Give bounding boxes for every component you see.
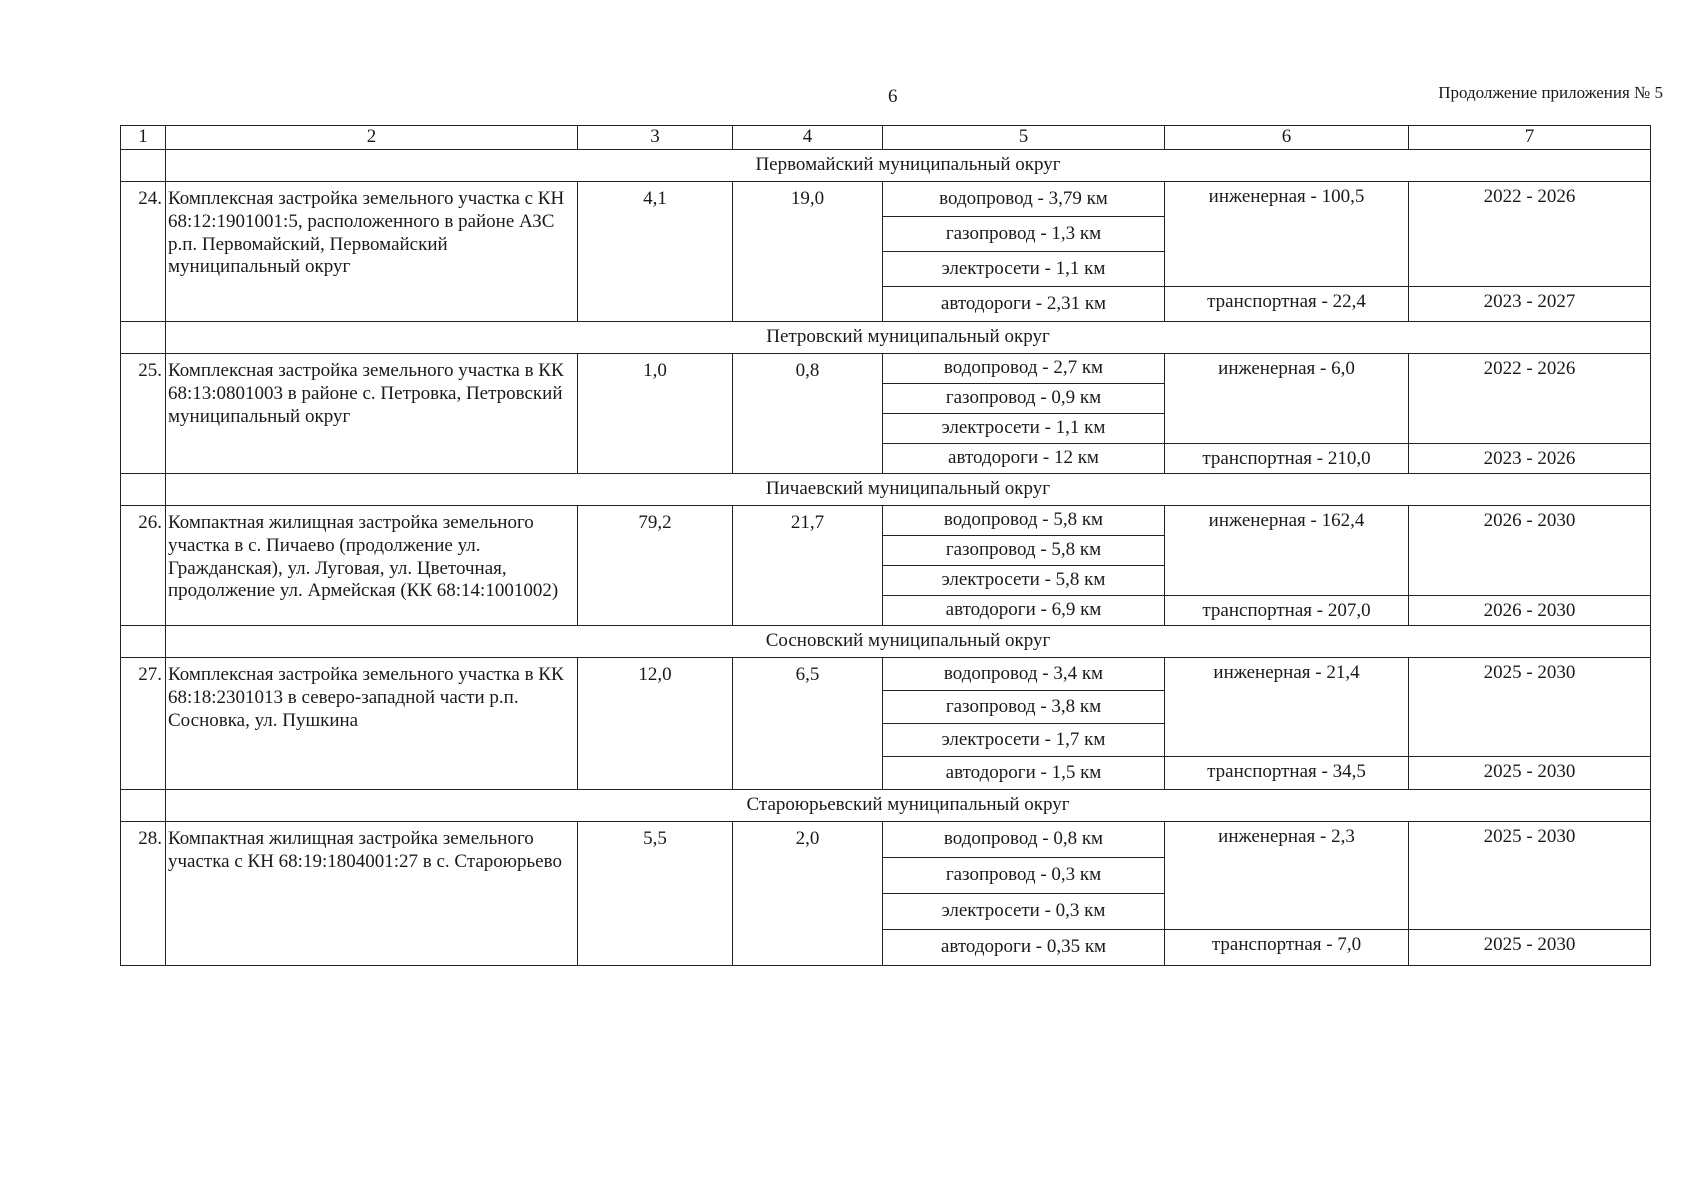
blank-cell [121, 150, 166, 182]
transport-period: 2025 - 2030 [1409, 757, 1651, 790]
network-gas: газопровод - 1,3 км [883, 217, 1165, 252]
district-heading: Петровский муниципальный округ [166, 322, 1651, 354]
district-row [121, 474, 1651, 506]
blank-cell [121, 790, 166, 822]
engineering-period: 2022 - 2026 [1409, 354, 1651, 444]
engineering-period: 2025 - 2030 [1409, 822, 1651, 930]
transport-period: 2023 - 2027 [1409, 287, 1651, 322]
column-4-value: 2,0 [733, 822, 883, 966]
column-4-value: 19,0 [733, 182, 883, 322]
network-power: электросети - 1,1 км [883, 252, 1165, 287]
row-number: 28. [121, 822, 166, 966]
column-3-value: 79,2 [578, 506, 733, 626]
district-row [121, 322, 1651, 354]
network-water: водопровод - 3,4 км [883, 658, 1165, 691]
engineering-cost: инженерная - 2,3 [1165, 822, 1409, 930]
transport-cost: транспортная - 7,0 [1165, 930, 1409, 966]
engineering-cost: инженерная - 21,4 [1165, 658, 1409, 757]
blank-cell [121, 626, 166, 658]
transport-cost: транспортная - 207,0 [1165, 596, 1409, 626]
engineering-cost: инженерная - 162,4 [1165, 506, 1409, 596]
column-4-value: 21,7 [733, 506, 883, 626]
transport-period: 2025 - 2030 [1409, 930, 1651, 966]
district-heading: Пичаевский муниципальный округ [166, 474, 1651, 506]
continuation-note: Продолжение приложения № 5 [1438, 83, 1663, 102]
table-row [121, 822, 1651, 858]
district-heading: Сосновский муниципальный округ [166, 626, 1651, 658]
transport-period: 2023 - 2026 [1409, 444, 1651, 474]
table-row [121, 354, 1651, 384]
network-water: водопровод - 0,8 км [883, 822, 1165, 858]
network-water: водопровод - 3,79 км [883, 182, 1165, 217]
row-number: 25. [121, 354, 166, 474]
transport-cost: транспортная - 22,4 [1165, 287, 1409, 322]
row-number: 24. [121, 182, 166, 322]
network-power: электросети - 5,8 км [883, 566, 1165, 596]
column-3-value: 12,0 [578, 658, 733, 790]
column-4-value: 6,5 [733, 658, 883, 790]
network-power: электросети - 0,3 км [883, 894, 1165, 930]
network-gas: газопровод - 0,3 км [883, 858, 1165, 894]
column-4-value: 0,8 [733, 354, 883, 474]
network-water: водопровод - 5,8 км [883, 506, 1165, 536]
network-roads: автодороги - 2,31 км [883, 287, 1165, 322]
engineering-period: 2025 - 2030 [1409, 658, 1651, 757]
network-power: электросети - 1,7 км [883, 724, 1165, 757]
object-description: Комплексная застройка земельного участка с КН 68:12:1901001:5, расположенного в районе АЗС р.п. Первомайский, Первомайский муниципальный округ [166, 182, 578, 322]
engineering-period: 2026 - 2030 [1409, 506, 1651, 596]
district-row [121, 790, 1651, 822]
infrastructure-table [120, 125, 1651, 966]
column-header-2: 2 [166, 126, 578, 150]
object-description: Комплексная застройка земельного участка в КК 68:13:0801003 в районе с. Петровка, Петровский муниципальный округ [166, 354, 578, 474]
district-row [121, 626, 1651, 658]
network-roads: автодороги - 6,9 км [883, 596, 1165, 626]
column-header-3: 3 [578, 126, 733, 150]
column-header-5: 5 [883, 126, 1165, 150]
district-heading: Староюрьевский муниципальный округ [166, 790, 1651, 822]
column-header-row [121, 126, 1651, 150]
table-row [121, 506, 1651, 536]
column-3-value: 5,5 [578, 822, 733, 966]
row-number: 26. [121, 506, 166, 626]
table-row [121, 182, 1651, 217]
network-power: электросети - 1,1 км [883, 414, 1165, 444]
column-header-1: 1 [121, 126, 166, 150]
column-3-value: 4,1 [578, 182, 733, 322]
object-description: Комплексная застройка земельного участка в КК 68:18:2301013 в северо-западной части р.п. Сосновка, ул. Пушкина [166, 658, 578, 790]
transport-cost: транспортная - 210,0 [1165, 444, 1409, 474]
network-roads: автодороги - 0,35 км [883, 930, 1165, 966]
network-gas: газопровод - 5,8 км [883, 536, 1165, 566]
network-water: водопровод - 2,7 км [883, 354, 1165, 384]
blank-cell [121, 322, 166, 354]
transport-period: 2026 - 2030 [1409, 596, 1651, 626]
page-number: 6 [888, 86, 898, 107]
network-roads: автодороги - 12 км [883, 444, 1165, 474]
network-gas: газопровод - 0,9 км [883, 384, 1165, 414]
object-description: Компактная жилищная застройка земельного участка с КН 68:19:1804001:27 в с. Староюрьево [166, 822, 578, 966]
column-header-4: 4 [733, 126, 883, 150]
network-gas: газопровод - 3,8 км [883, 691, 1165, 724]
column-header-6: 6 [1165, 126, 1409, 150]
network-roads: автодороги - 1,5 км [883, 757, 1165, 790]
transport-cost: транспортная - 34,5 [1165, 757, 1409, 790]
blank-cell [121, 474, 166, 506]
table-row [121, 658, 1651, 691]
engineering-cost: инженерная - 6,0 [1165, 354, 1409, 444]
engineering-cost: инженерная - 100,5 [1165, 182, 1409, 287]
column-3-value: 1,0 [578, 354, 733, 474]
row-number: 27. [121, 658, 166, 790]
object-description: Компактная жилищная застройка земельного участка в с. Пичаево (продолжение ул. Гражданская), ул. Луговая, ул. Цветочная, продолжение ул. Армейская (КК 68:14:1001002) [166, 506, 578, 626]
district-row [121, 150, 1651, 182]
column-header-7: 7 [1409, 126, 1651, 150]
district-heading: Первомайский муниципальный округ [166, 150, 1651, 182]
engineering-period: 2022 - 2026 [1409, 182, 1651, 287]
